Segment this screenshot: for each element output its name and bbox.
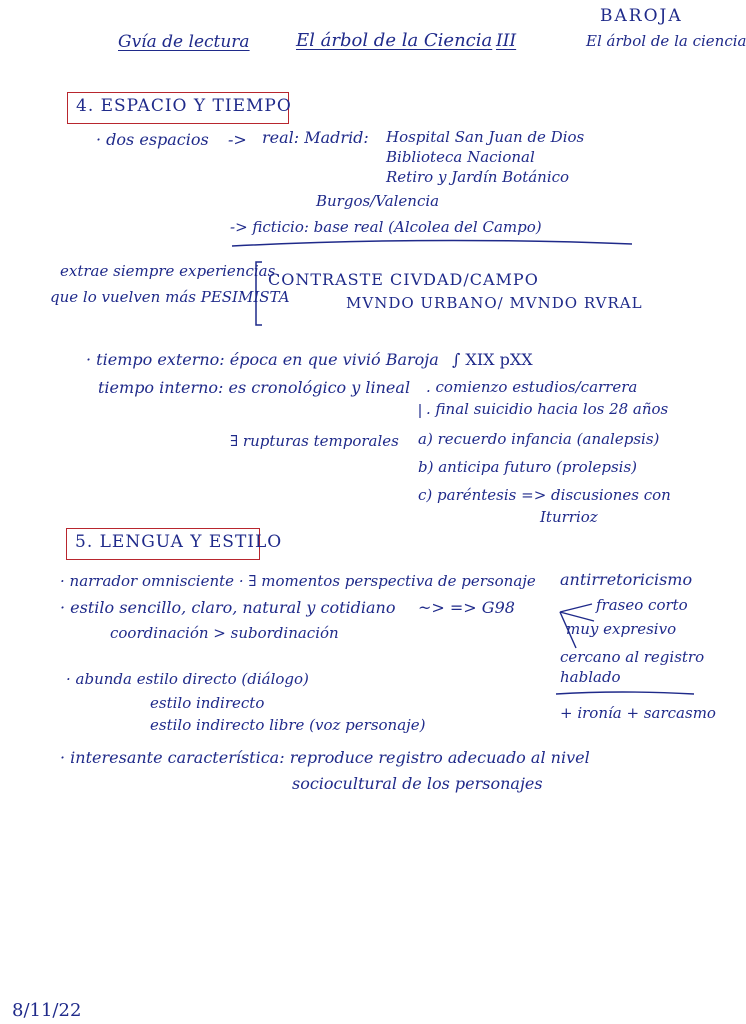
real-place: Biblioteca Nacional <box>386 148 535 166</box>
other-places: Burgos/Valencia <box>316 192 440 210</box>
arrow-symbol: -> <box>228 130 247 149</box>
contrast-line: MVNDO URBANO/ MVNDO RVRAL <box>346 294 643 312</box>
guide-label: Gvía de lectura <box>118 32 250 52</box>
ruptures-label: ∃ rupturas temporales <box>230 432 399 450</box>
book-title: El árbol de la Ciencia <box>296 30 493 51</box>
style-arrow: ~> => G98 <box>418 598 515 617</box>
real-place: Hospital San Juan de Dios <box>386 128 585 146</box>
direct-style: · abunda estilo directo (diálogo) <box>66 670 309 688</box>
rupture-item: Iturrioz <box>540 508 598 526</box>
real-place: Retiro y Jardín Botánico <box>386 168 570 186</box>
rupture-item: a) recuerdo infancia (analepsis) <box>418 430 660 448</box>
date-label: 8/11/22 <box>12 1000 82 1021</box>
author-name: BAROJA <box>600 6 683 26</box>
internal-time: tiempo interno: es cronológico y lineal <box>98 378 411 397</box>
spaces-intro: · dos espacios <box>96 130 209 149</box>
rupture-item: c) paréntesis => discusiones con <box>418 486 671 504</box>
side-note-line: extrae siempre experiencias <box>60 262 276 280</box>
internal-point: . final suicidio hacia los 28 años <box>426 400 669 418</box>
interesting-line: · interesante característica: reproduce registro adecuado al nivel <box>60 748 590 767</box>
author-book: El árbol de la ciencia <box>586 32 746 50</box>
section-5-heading: 5. LENGUA Y ESTILO <box>66 528 260 560</box>
anti-rhetoric: antirretoricismo <box>560 570 693 589</box>
narrator-line: · narrador omnisciente · ∃ momentos perspectiva de personaje <box>60 572 536 590</box>
anti-point: hablado <box>560 668 621 686</box>
side-note-line: que lo vuelven más PESIMISTA <box>50 288 290 306</box>
interesting-cont: sociocultural de los personajes <box>292 774 543 793</box>
anti-point: muy expresivo <box>566 620 677 638</box>
real-label: real: Madrid: <box>262 128 369 147</box>
style-line: · estilo sencillo, claro, natural y cotidiano <box>60 598 396 617</box>
anti-point: cercano al registro <box>560 648 705 666</box>
external-time-note: ∫ XIX pXX <box>452 350 533 369</box>
external-time: · tiempo externo: época en que vivió Baroja <box>86 350 439 369</box>
part-numeral: III <box>496 31 517 51</box>
free-indirect-style: estilo indirecto libre (voz personaje) <box>150 716 426 734</box>
irony-line: + ironía + sarcasmo <box>560 704 716 722</box>
fictional-space: -> ficticio: base real (Alcolea del Campo) <box>230 218 542 236</box>
coordination-line: coordinación > subordinación <box>110 624 339 642</box>
contrast-line: CONTRASTE CIVDAD/CAMPO <box>268 270 539 289</box>
indirect-style: estilo indirecto <box>150 694 265 712</box>
rupture-item: b) anticipa futuro (prolepsis) <box>418 458 638 476</box>
section-4-heading: 4. ESPACIO Y TIEMPO <box>67 92 289 124</box>
internal-point: . comienzo estudios/carrera <box>426 378 638 396</box>
anti-point: fraseo corto <box>596 596 688 614</box>
